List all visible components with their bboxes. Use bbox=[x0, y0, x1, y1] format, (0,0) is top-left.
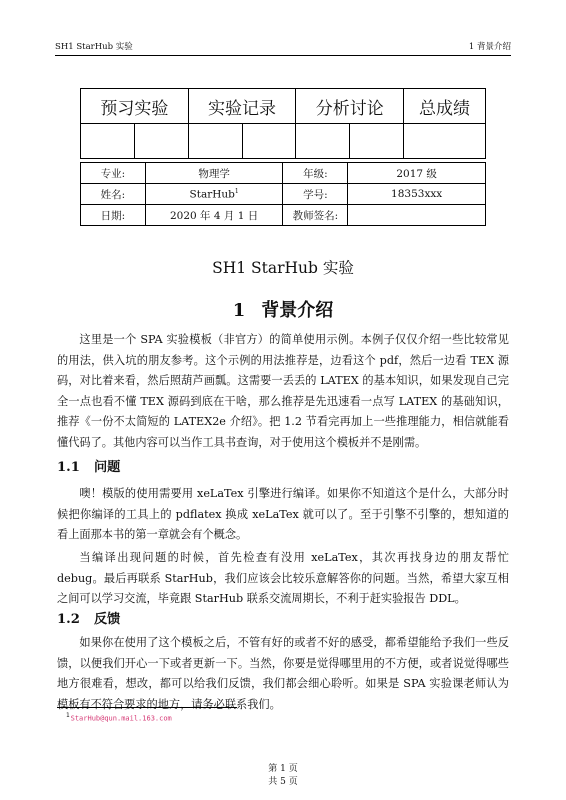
grade-table bbox=[80, 88, 486, 159]
grade-cell-analysis bbox=[296, 124, 404, 159]
footnote-rule bbox=[57, 707, 237, 708]
subsection-title: 问题 bbox=[93, 460, 121, 475]
subsection-number: 1.1 bbox=[57, 460, 80, 475]
info-row bbox=[81, 163, 486, 184]
grade-header-total: 总成绩 bbox=[404, 89, 486, 124]
info-value-name: StarHub$^1$ bbox=[145, 184, 283, 205]
section-title: 背景介绍 bbox=[261, 300, 334, 321]
footnote-number: 1 bbox=[66, 712, 70, 719]
header-left: SH1 StarHub 实验 bbox=[55, 42, 133, 52]
subsection-heading-1 bbox=[57, 456, 120, 475]
info-value-major: 物理学 bbox=[145, 163, 283, 184]
section-heading bbox=[0, 296, 566, 322]
info-row bbox=[81, 205, 486, 226]
info-label-major: 专业: bbox=[81, 163, 146, 184]
info-label-grade: 年级: bbox=[283, 163, 348, 184]
footnote-mark: 1 bbox=[234, 187, 239, 195]
grade-cell-total bbox=[404, 124, 486, 159]
info-label-date: 日期: bbox=[81, 205, 146, 226]
grade-cell-record bbox=[188, 124, 296, 159]
info-table bbox=[80, 162, 486, 226]
info-value-grade: 2017 级 bbox=[348, 163, 486, 184]
running-header bbox=[55, 40, 511, 56]
info-value-id: 18353xxx bbox=[348, 184, 486, 205]
intro-paragraph: 这里是一个 SPA 实验模板（非官方）的简单使用示例。本例子仅仅介绍一些比较常见的用法，供入坑的朋友参考。这个示例的用法推荐是，边看这个 pdf，然后一边看 TEX 源码，对比着来看，然后照葫芦画瓢。这需要一丢丢的 LATEX 的基本知识，如果发现自己完全一点也看不懂 TEX 源码到底在干啥，那么推荐是先迅速看一点写 LATEX 的基础知识，推荐《一份不太简短的 LATEX2e 介绍》。把 1.2 节看完再加上一些推理能力，相信就能看懂代码了。其他内容可以当作工具书查询，对于使用这个模板并不是刚需。 bbox=[57, 333, 509, 449]
grade-header-preview: 预习实验 bbox=[81, 89, 189, 124]
paragraph: 当编译出现问题的时候，首先检查有没用 xeLaTex，其次再找身边的朋友帮忙 debug。最后再联系 StarHub，我们应该会比较乐意解答你的问题。当然，希望大家互相之间可以学习交流，毕竟跟 StarHub 联系交流周期长，不利于赶实验报告 DDL。 bbox=[57, 551, 509, 605]
subsection-heading-2 bbox=[57, 608, 120, 627]
page-number: 第 1 页 bbox=[268, 764, 298, 774]
info-label-signature: 教师签名: bbox=[283, 205, 348, 226]
info-value-date: 2020 年 4 月 1 日 bbox=[145, 205, 283, 226]
info-label-id: 学号: bbox=[283, 184, 348, 205]
header-right: 1 背景介绍 bbox=[468, 42, 511, 52]
paragraph: 噢！模版的使用需要用 xeLaTex 引擎进行编译。如果你不知道这个是什么，大部分时候把你编译的工具上的 pdflatex 换成 xeLaTex 就可以了。至于引擎不引擎的，想知道的看上面那本书的第一章就会有个概念。 bbox=[57, 487, 509, 541]
subsection-title: 反馈 bbox=[93, 612, 121, 627]
info-row bbox=[81, 184, 486, 205]
grade-cell-preview bbox=[81, 124, 189, 159]
subsection-number: 1.2 bbox=[57, 612, 80, 627]
footnote[interactable] bbox=[66, 712, 172, 722]
info-label-name: 姓名: bbox=[81, 184, 146, 205]
section-number: 1 bbox=[232, 300, 246, 321]
footnote-email-link[interactable]: StarHub@qun.mail.163.com bbox=[70, 714, 172, 723]
document-title: SH1 StarHub 实验 bbox=[212, 259, 354, 277]
info-value-signature bbox=[348, 205, 486, 226]
page-total: 共 5 页 bbox=[268, 777, 298, 787]
grade-header-record: 实验记录 bbox=[188, 89, 296, 124]
paragraph: 如果你在使用了这个模板之后，不管有好的或者不好的感受，都希望能给予我们一些反馈，以便我们开心一下或者更新一下。当然，你要是觉得哪里用的不方便，或者说觉得哪些地方很难看，想改，都可以给我们反馈，我们都会细心聆听。如果是 SPA 实验课老师认为模板有不符合要求的地方，请务必联系我们。 bbox=[57, 636, 509, 711]
grade-header-analysis: 分析讨论 bbox=[296, 89, 404, 124]
page-footer bbox=[0, 763, 566, 789]
